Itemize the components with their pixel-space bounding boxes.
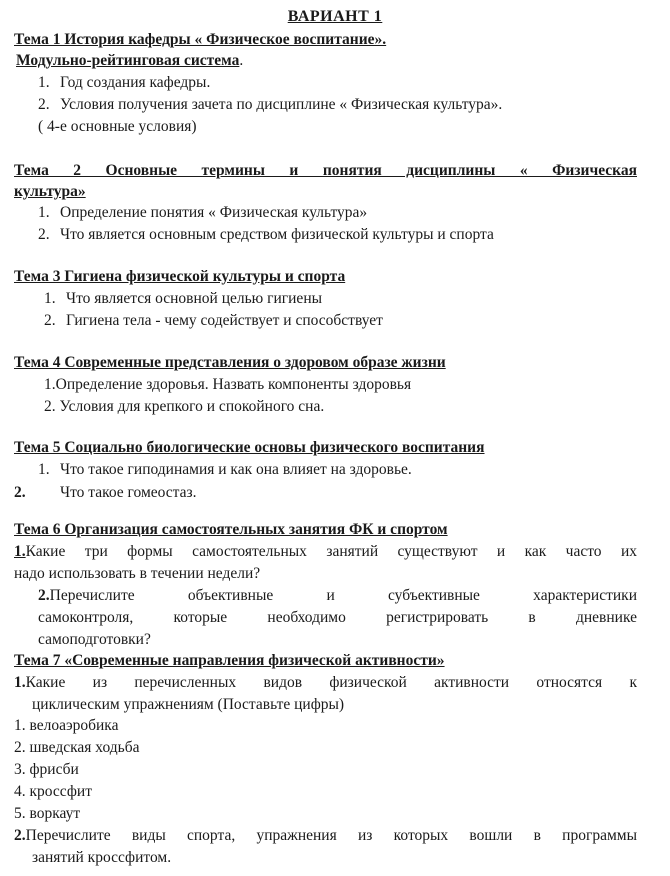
question-number: 2. — [38, 587, 50, 604]
list-marker: 2. — [38, 226, 50, 243]
topic-2-question-2 — [38, 224, 494, 245]
topic-7-question-2-line-2: занятий кроссфитом. — [32, 849, 172, 866]
topic-7-question-1-line-1 — [14, 672, 637, 693]
topic-6-question-2-line-3: самоподготовки? — [38, 631, 151, 648]
question-number: 1. — [14, 543, 26, 560]
topic-5-question-1 — [38, 459, 412, 480]
topic-7-question-2-line-1 — [14, 825, 637, 846]
topic-1-question-2 — [38, 94, 502, 115]
topic-2-heading-line-2: культура» — [14, 183, 86, 200]
question-text: Какие три формы самостоятельных занятий существуют и как часто их — [25, 543, 637, 560]
question-number: 2. — [14, 827, 26, 844]
topic-6-question-1-line-1 — [14, 541, 637, 562]
question-text: Условия получения зачета по дисциплине « Физическая культура». — [60, 96, 503, 113]
variant-title: ВАРИАНТ 1 — [287, 8, 383, 25]
list-marker: 2. — [44, 312, 56, 329]
question-number: 1. — [14, 674, 26, 691]
list-marker: 2. — [14, 484, 26, 501]
topic-6-question-2-line-2: самоконтроля, которые необходимо регистрировать в дневнике — [38, 609, 637, 626]
topic-2-question-1 — [38, 202, 367, 223]
topic-7-option-5: 5. воркаут — [14, 805, 81, 822]
topic-7-heading: Тема 7 «Современные направления физической активности» — [14, 652, 445, 669]
list-marker: 1. — [44, 290, 56, 307]
question-text: Перечислите виды спорта, упражнения из которых вошли в программы — [25, 827, 637, 844]
question-text: Что является основной целью гигиены — [66, 290, 323, 307]
topic-7-option-1: 1. велоаэробика — [14, 717, 119, 734]
topic-1-heading: Тема 1 История кафедры « Физическое воспитание». — [14, 31, 387, 48]
topic-5-heading: Тема 5 Социально биологические основы физического воспитания — [14, 439, 485, 456]
topic-7-option-3: 3. фрисби — [14, 761, 79, 778]
question-text: Что такое гиподинамия и как она влияет на здоровье. — [60, 461, 412, 478]
topic-2-heading-line-1: Тема 2 Основные термины и понятия дисциплины « Физическая — [14, 162, 637, 179]
list-marker: 2. — [38, 96, 50, 113]
topic-4-question-1: 1.Определение здоровья. Назвать компоненты здоровья — [44, 376, 412, 393]
topic-1-question-1 — [38, 72, 210, 93]
topic-1-subheading — [16, 50, 243, 71]
topic-3-heading: Тема 3 Гигиена физической культуры и спорта — [14, 268, 346, 285]
topic-7-option-4: 4. кроссфит — [14, 783, 92, 800]
topic-7-question-1-line-2: циклическим упражнениям (Поставьте цифры) — [32, 696, 345, 713]
topic-5-question-2 — [14, 482, 197, 503]
list-marker: 1. — [38, 461, 50, 478]
question-text: Какие из перечисленных видов физической активности относятся к — [25, 674, 637, 691]
question-text: Определение понятия « Физическая культура» — [60, 204, 368, 221]
topic-3-question-1 — [44, 288, 322, 309]
topic-3-question-2 — [44, 310, 383, 331]
topic-1-note: ( 4-е основные условия) — [38, 118, 197, 135]
question-text: Гигиена тела - чему содействует и способствует — [66, 312, 383, 329]
topic-7-option-2: 2. шведская ходьба — [14, 739, 140, 756]
topic-1-subheading-text: Модульно-рейтинговая система — [16, 52, 240, 69]
list-marker: 1. — [38, 74, 50, 91]
question-text: Год создания кафедры. — [60, 74, 211, 91]
topic-6-question-2-line-1 — [38, 585, 637, 606]
topic-4-heading: Тема 4 Современные представления о здоровом образе жизни — [14, 354, 446, 371]
question-text: Что такое гомеостаз. — [60, 484, 197, 501]
topic-4-question-2: 2. Условия для крепкого и спокойного сна. — [44, 398, 325, 415]
question-text: Что является основным средством физической культуры и спорта — [60, 226, 494, 243]
topic-6-heading: Тема 6 Организация самостоятельных занятия ФК и спортом — [14, 521, 448, 538]
question-text: Перечислите объективные и субъективные характеристики — [49, 587, 637, 604]
topic-6-question-1-line-2: надо использовать в течении недели? — [14, 565, 261, 582]
topic-1-subheading-period: . — [239, 52, 244, 69]
list-marker: 1. — [38, 204, 50, 221]
